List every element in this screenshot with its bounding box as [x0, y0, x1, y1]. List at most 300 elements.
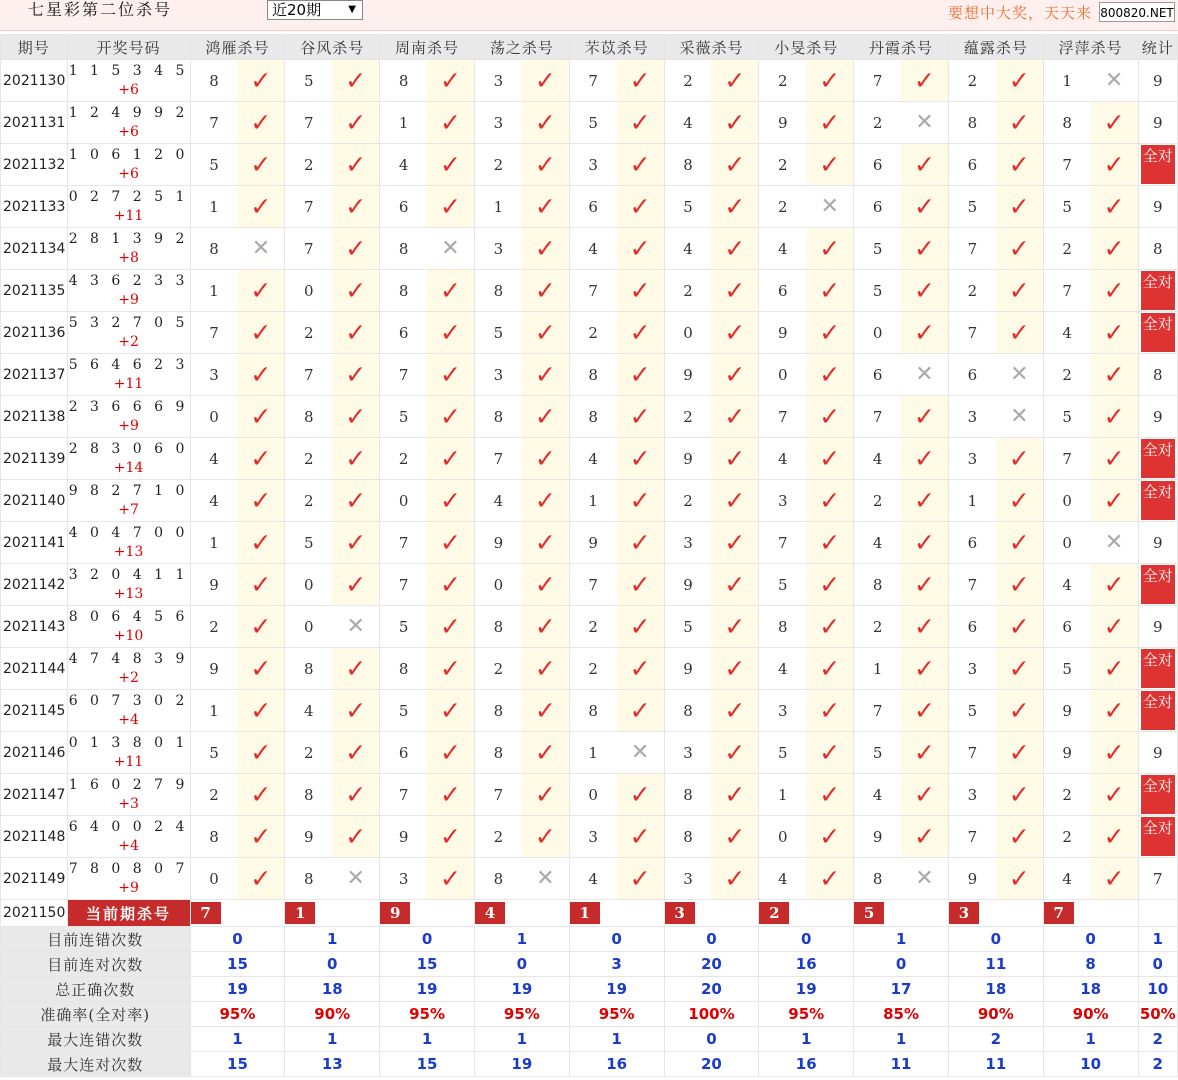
table-row [1, 774, 1178, 816]
kill-number: 9 [474, 522, 521, 564]
stat-value: 3 [569, 952, 664, 977]
kill-number: 2 [759, 186, 806, 228]
result-cell [617, 438, 664, 480]
kill-number: 2 [190, 774, 237, 816]
result-cell [806, 774, 853, 816]
result-cell [522, 228, 569, 270]
draw-digits: 2 3 6 6 6 9 [68, 398, 189, 415]
result-cell [427, 606, 474, 648]
check-icon: ✓ [345, 528, 367, 557]
check-icon: ✓ [629, 108, 651, 137]
result-cell [237, 732, 284, 774]
current-kill-number: 3 [949, 902, 979, 924]
result-cell [806, 690, 853, 732]
stat-value: 85% [854, 1002, 949, 1027]
kill-number: 3 [380, 858, 427, 900]
result-cell [996, 858, 1043, 900]
result-cell [996, 270, 1043, 312]
result-cell [237, 60, 284, 102]
check-icon: ✓ [914, 570, 935, 599]
kill-number: 8 [948, 102, 995, 144]
result-cell [996, 774, 1043, 816]
result-cell [522, 816, 569, 858]
check-icon: ✓ [1008, 528, 1030, 557]
result-cell [711, 858, 758, 900]
issue-number: 2021142 [1, 564, 68, 606]
kill-number: 1 [569, 732, 616, 774]
kill-number: 5 [380, 396, 427, 438]
check-icon: ✓ [724, 654, 746, 683]
result-cell [332, 648, 379, 690]
result-cell [427, 774, 474, 816]
check-icon: ✓ [724, 612, 746, 641]
check-icon: ✓ [819, 528, 841, 557]
stat-value: 20 [664, 1052, 759, 1077]
stat-row [1, 927, 1178, 952]
result-cell [427, 858, 474, 900]
check-icon: ✓ [250, 66, 272, 95]
kill-number: 7 [854, 396, 901, 438]
kill-number: 7 [948, 816, 995, 858]
check-icon: ✓ [629, 276, 651, 305]
draw-digits: 1 0 6 1 2 0 [68, 146, 189, 163]
draw-numbers [67, 648, 190, 690]
kill-number: 5 [190, 144, 237, 186]
table-row [1, 396, 1178, 438]
check-icon: ✓ [534, 108, 556, 137]
stat-value: 1 [569, 1027, 664, 1052]
check-icon: ✓ [250, 486, 272, 515]
kill-number: 4 [474, 480, 521, 522]
kill-number: 3 [948, 438, 995, 480]
check-icon: ✓ [1103, 738, 1125, 767]
row-total: 8 [1138, 228, 1177, 270]
result-cell [711, 690, 758, 732]
kill-number: 6 [759, 270, 806, 312]
stat-value: 0 [854, 952, 949, 977]
kill-number: 8 [664, 690, 711, 732]
table-row [1, 816, 1178, 858]
kill-number: 4 [1043, 564, 1090, 606]
draw-digits: 4 7 4 8 3 9 [68, 650, 189, 667]
check-icon: ✓ [629, 192, 651, 221]
check-icon: ✓ [534, 192, 556, 221]
check-icon: ✓ [1103, 192, 1125, 221]
result-cell [1091, 648, 1138, 690]
kill-number: 7 [948, 732, 995, 774]
draw-digits: 6 0 7 3 0 2 [68, 692, 189, 709]
row-total [1138, 564, 1177, 606]
stat-value: 17 [854, 977, 949, 1002]
kill-number: 1 [190, 690, 237, 732]
check-icon: ✓ [250, 108, 272, 137]
table-row [1, 144, 1178, 186]
result-cell [237, 228, 284, 270]
result-cell [522, 312, 569, 354]
all-correct-badge: 全对 [1141, 565, 1175, 604]
check-icon: ✓ [629, 864, 651, 893]
result-cell [901, 312, 948, 354]
kill-number: 3 [190, 354, 237, 396]
check-icon: ✓ [629, 780, 651, 809]
result-cell [711, 438, 758, 480]
kill-number: 6 [380, 186, 427, 228]
check-icon: ✓ [250, 696, 272, 725]
draw-sum: +8 [118, 249, 139, 266]
kill-number: 7 [1043, 144, 1090, 186]
check-icon: ✓ [1103, 780, 1125, 809]
header-expert: 丹霞杀号 [854, 35, 949, 60]
row-total [1138, 312, 1177, 354]
check-icon: ✓ [629, 822, 651, 851]
result-cell [996, 228, 1043, 270]
check-icon: ✓ [250, 822, 272, 851]
kill-number: 4 [759, 438, 806, 480]
draw-sum: +11 [113, 207, 144, 224]
kill-number: 9 [1043, 732, 1090, 774]
issue-number: 2021139 [1, 438, 68, 480]
issue-number: 2021141 [1, 522, 68, 564]
result-cell [711, 732, 758, 774]
kill-number: 1 [190, 522, 237, 564]
kill-number: 2 [569, 606, 616, 648]
result-cell [522, 732, 569, 774]
check-icon: ✓ [1008, 234, 1030, 263]
check-icon: ✓ [534, 696, 556, 725]
draw-numbers [67, 144, 190, 186]
kill-number: 6 [948, 522, 995, 564]
result-cell [996, 102, 1043, 144]
check-icon: ✓ [440, 360, 461, 389]
result-cell [332, 186, 379, 228]
stat-value: 100% [664, 1002, 759, 1027]
result-cell [1091, 102, 1138, 144]
current-kill-number: 1 [570, 902, 600, 924]
row-total [1138, 480, 1177, 522]
result-cell [522, 858, 569, 900]
draw-digits: 1 1 5 3 4 5 [68, 62, 189, 79]
result-cell [332, 522, 379, 564]
kill-number: 2 [474, 144, 521, 186]
check-icon: ✓ [440, 570, 461, 599]
draw-sum: +10 [113, 627, 144, 644]
result-cell [332, 312, 379, 354]
result-cell [237, 270, 284, 312]
current-kill-cell [285, 900, 380, 927]
result-cell [901, 354, 948, 396]
kill-number: 2 [854, 102, 901, 144]
site-badge[interactable]: 800820.NET [1099, 2, 1175, 22]
kill-number: 2 [948, 270, 995, 312]
kill-number: 2 [569, 312, 616, 354]
result-cell [237, 396, 284, 438]
issue-number: 2021130 [1, 60, 68, 102]
check-icon: ✓ [1103, 696, 1125, 725]
result-cell [711, 186, 758, 228]
kill-number: 8 [285, 396, 332, 438]
kill-number: 2 [285, 438, 332, 480]
check-icon: ✓ [1103, 150, 1125, 179]
draw-numbers [67, 354, 190, 396]
result-cell [522, 564, 569, 606]
draw-sum: +13 [113, 543, 144, 560]
draw-sum: +11 [113, 753, 144, 770]
check-icon: ✓ [914, 444, 935, 473]
check-icon: ✓ [1008, 780, 1030, 809]
check-icon: ✓ [534, 150, 556, 179]
result-cell [1091, 312, 1138, 354]
result-cell [427, 396, 474, 438]
stat-value: 0 [569, 927, 664, 952]
kill-number: 8 [474, 270, 521, 312]
kill-number: 8 [474, 396, 521, 438]
stat-value: 15 [380, 952, 475, 977]
table-row [1, 186, 1178, 228]
kill-number: 2 [474, 816, 521, 858]
result-cell [806, 144, 853, 186]
result-cell [427, 480, 474, 522]
check-icon: ✓ [250, 360, 272, 389]
period-select[interactable] [267, 0, 363, 20]
kill-number: 5 [759, 732, 806, 774]
kill-number: 9 [1043, 690, 1090, 732]
check-icon: ✓ [440, 108, 461, 137]
result-cell [237, 102, 284, 144]
result-cell [617, 396, 664, 438]
check-icon: ✓ [629, 612, 651, 641]
current-kill-cell [664, 900, 759, 927]
draw-sum: +11 [113, 375, 144, 392]
stat-value: 11 [854, 1052, 949, 1077]
kill-number: 7 [854, 60, 901, 102]
result-cell [617, 564, 664, 606]
all-correct-badge: 全对 [1141, 775, 1175, 814]
kill-number: 3 [948, 648, 995, 690]
current-kill-cell [759, 900, 854, 927]
check-icon: ✓ [724, 360, 746, 389]
check-icon: ✓ [1008, 612, 1030, 641]
table-row [1, 270, 1178, 312]
kill-number: 2 [664, 60, 711, 102]
result-cell [427, 354, 474, 396]
kill-number: 1 [190, 186, 237, 228]
header-expert: 芣苡杀号 [569, 35, 664, 60]
result-cell [522, 690, 569, 732]
check-icon: ✓ [914, 780, 935, 809]
check-icon: ✓ [819, 444, 841, 473]
check-icon: ✓ [345, 780, 367, 809]
result-cell [901, 186, 948, 228]
kill-number: 9 [569, 522, 616, 564]
kill-number: 6 [1043, 606, 1090, 648]
result-cell [711, 606, 758, 648]
stat-value: 8 [1043, 952, 1138, 977]
kill-number: 6 [948, 354, 995, 396]
check-icon: ✓ [724, 738, 746, 767]
header-total: 统计 [1138, 35, 1177, 60]
stat-value: 90% [1043, 1002, 1138, 1027]
check-icon: ✓ [440, 822, 461, 851]
result-cell [427, 648, 474, 690]
draw-numbers [67, 102, 190, 144]
kill-number: 8 [759, 606, 806, 648]
row-total [1138, 270, 1177, 312]
kill-number: 1 [759, 774, 806, 816]
issue-number: 2021144 [1, 648, 68, 690]
stat-value: 0 [948, 927, 1043, 952]
result-cell [237, 522, 284, 564]
header-expert: 浮萍杀号 [1043, 35, 1138, 60]
result-cell [237, 564, 284, 606]
kill-number: 7 [380, 564, 427, 606]
check-icon: ✓ [440, 780, 461, 809]
result-cell [617, 816, 664, 858]
stat-value: 15 [190, 952, 285, 977]
draw-digits: 4 3 6 2 3 3 [68, 272, 189, 289]
kill-number: 0 [759, 816, 806, 858]
result-cell [806, 858, 853, 900]
draw-numbers [67, 732, 190, 774]
result-cell [806, 648, 853, 690]
check-icon: ✓ [914, 192, 935, 221]
result-cell [427, 816, 474, 858]
row-total: 7 [1138, 858, 1177, 900]
kill-number: 8 [190, 60, 237, 102]
cross-icon: ✕ [536, 865, 555, 891]
check-icon: ✓ [819, 780, 841, 809]
draw-numbers [67, 522, 190, 564]
row-total [1138, 690, 1177, 732]
kill-number: 7 [285, 228, 332, 270]
result-cell [332, 270, 379, 312]
kill-number: 4 [664, 228, 711, 270]
result-cell [996, 564, 1043, 606]
check-icon: ✓ [345, 696, 367, 725]
result-cell [522, 774, 569, 816]
result-cell [711, 774, 758, 816]
result-cell [427, 144, 474, 186]
kill-number: 5 [474, 312, 521, 354]
kill-number: 0 [285, 270, 332, 312]
result-cell [711, 522, 758, 564]
kill-number: 8 [285, 774, 332, 816]
result-cell [996, 648, 1043, 690]
table-row [1, 732, 1178, 774]
check-icon: ✓ [724, 234, 746, 263]
current-kill-cell [1043, 900, 1138, 927]
check-icon: ✓ [250, 444, 272, 473]
header-issue: 期号 [1, 35, 68, 60]
result-cell [237, 186, 284, 228]
kill-number: 2 [664, 270, 711, 312]
kill-number: 7 [190, 312, 237, 354]
issue-number: 2021148 [1, 816, 68, 858]
current-kill-number: 1 [285, 902, 315, 924]
kill-number: 9 [948, 858, 995, 900]
kill-number: 8 [474, 606, 521, 648]
result-cell [332, 354, 379, 396]
kill-number: 4 [664, 102, 711, 144]
all-correct-badge: 全对 [1141, 481, 1175, 520]
kill-number: 6 [948, 144, 995, 186]
check-icon: ✓ [819, 696, 841, 725]
result-cell [1091, 522, 1138, 564]
check-icon: ✓ [534, 234, 556, 263]
result-cell [1091, 144, 1138, 186]
current-kill-number: 7 [191, 902, 221, 924]
check-icon: ✓ [914, 822, 935, 851]
kill-number: 0 [664, 312, 711, 354]
check-icon: ✓ [914, 276, 935, 305]
draw-sum: +4 [118, 837, 139, 854]
current-issue: 2021150 [1, 900, 68, 927]
result-cell [1091, 186, 1138, 228]
result-cell [806, 270, 853, 312]
check-icon: ✓ [440, 66, 461, 95]
header-expert: 周南杀号 [380, 35, 475, 60]
result-cell [806, 438, 853, 480]
stat-label: 目前连错次数 [1, 927, 191, 952]
kill-number: 9 [190, 648, 237, 690]
kill-number: 7 [380, 522, 427, 564]
kill-number: 3 [664, 522, 711, 564]
result-cell [996, 480, 1043, 522]
result-cell [427, 60, 474, 102]
stat-value: 16 [759, 952, 854, 977]
kill-number: 6 [569, 186, 616, 228]
kill-number: 2 [1043, 228, 1090, 270]
check-icon: ✓ [819, 276, 841, 305]
result-cell [427, 270, 474, 312]
kill-number: 0 [285, 606, 332, 648]
kill-number: 2 [285, 732, 332, 774]
result-cell [522, 480, 569, 522]
cross-icon: ✕ [1010, 361, 1029, 387]
kill-number: 8 [664, 816, 711, 858]
result-cell [427, 564, 474, 606]
current-kill-cell [569, 900, 664, 927]
kill-number: 5 [285, 60, 332, 102]
cross-icon: ✕ [441, 235, 460, 261]
table-row [1, 522, 1178, 564]
kill-number: 9 [759, 102, 806, 144]
kill-number: 0 [569, 774, 616, 816]
result-cell [996, 60, 1043, 102]
check-icon: ✓ [914, 696, 935, 725]
check-icon: ✓ [819, 402, 841, 431]
current-kill-cell [190, 900, 285, 927]
kill-number: 7 [948, 564, 995, 606]
check-icon: ✓ [819, 234, 841, 263]
result-cell [332, 480, 379, 522]
stat-label: 总正确次数 [1, 977, 191, 1002]
kill-number: 9 [759, 312, 806, 354]
result-cell [617, 270, 664, 312]
chevron-down-icon: ▼ [348, 4, 356, 15]
kill-number: 7 [854, 690, 901, 732]
check-icon: ✓ [914, 738, 935, 767]
kill-number: 8 [569, 354, 616, 396]
result-cell [711, 60, 758, 102]
draw-numbers [67, 774, 190, 816]
check-icon: ✓ [534, 570, 556, 599]
check-icon: ✓ [1008, 738, 1030, 767]
kill-number: 5 [664, 186, 711, 228]
table-row [1, 690, 1178, 732]
result-cell [1091, 564, 1138, 606]
check-icon: ✓ [250, 150, 272, 179]
check-icon: ✓ [724, 276, 746, 305]
